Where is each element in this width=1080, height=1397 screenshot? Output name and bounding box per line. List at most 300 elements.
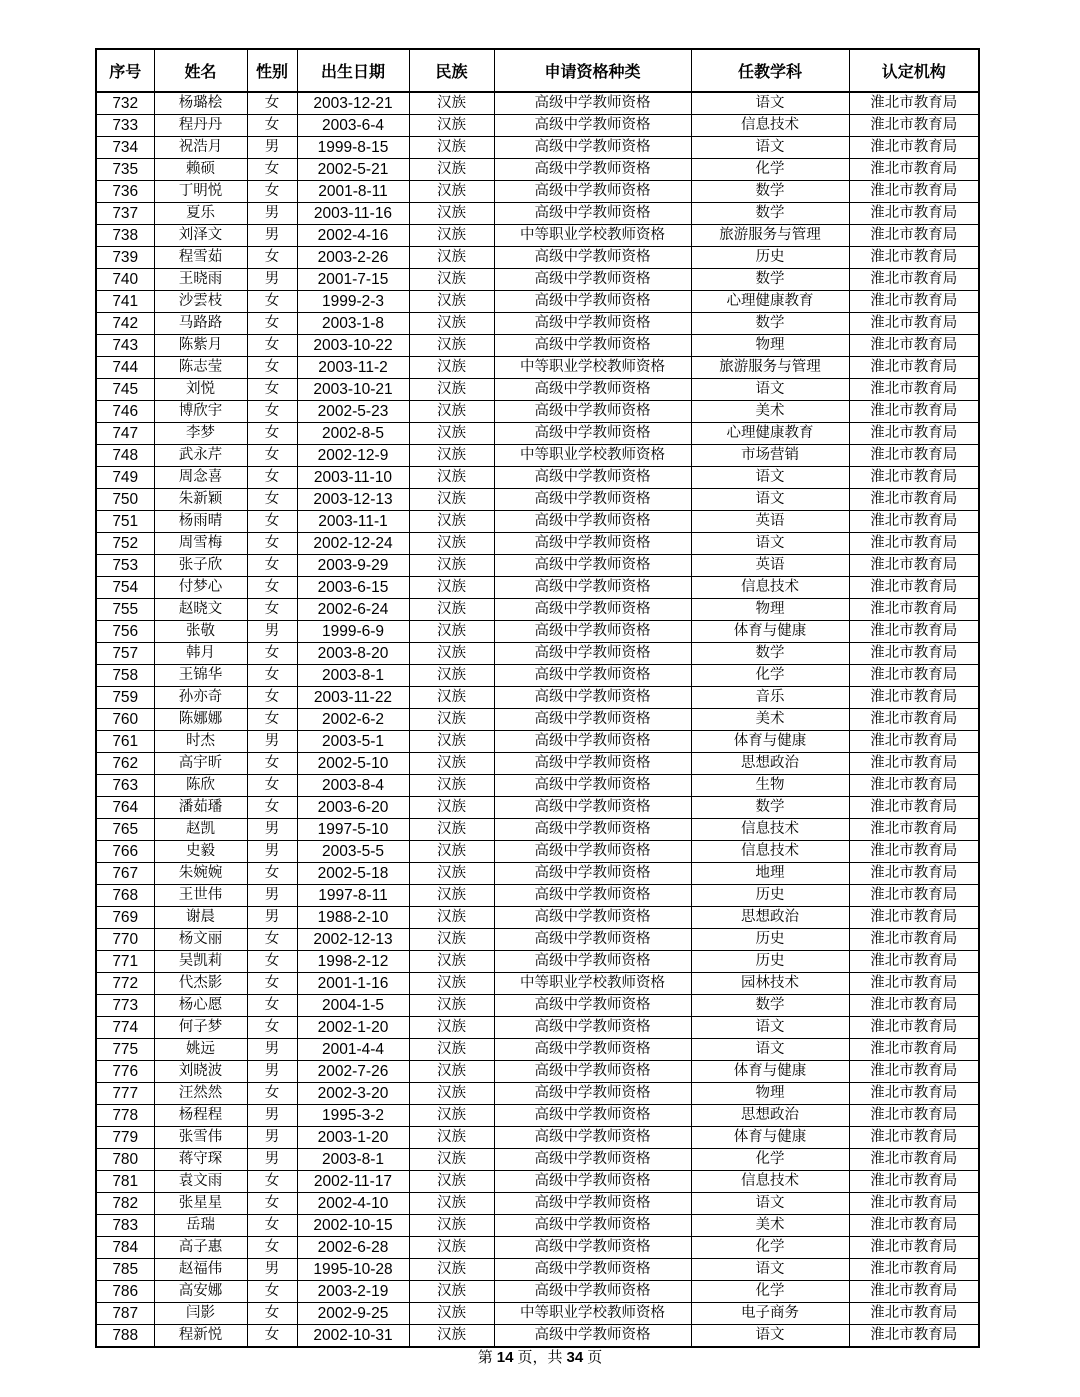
table-row [96,181,979,203]
cell-name: 马路路 [154,313,247,335]
cell-gender: 女 [247,753,297,775]
cell-birth-date: 1999-2-3 [297,291,409,313]
cell-name: 孙亦奇 [154,687,247,709]
cell-birth-date: 2001-4-4 [297,1039,409,1061]
cell-name: 吴凯莉 [154,951,247,973]
header-name: 姓名 [154,49,247,92]
table-row [96,731,979,753]
cell-qualification-type: 高级中学教师资格 [494,1193,691,1215]
cell-authority: 淮北市教育局 [849,423,979,445]
cell-index: 764 [96,797,154,819]
cell-subject: 思想政治 [691,753,849,775]
cell-birth-date: 2002-12-13 [297,929,409,951]
table-row [96,907,979,929]
cell-gender: 女 [247,313,297,335]
cell-index: 740 [96,269,154,291]
cell-authority: 淮北市教育局 [849,1303,979,1325]
cell-name: 张星星 [154,1193,247,1215]
cell-birth-date: 2003-8-4 [297,775,409,797]
cell-ethnicity: 汉族 [409,467,494,489]
cell-authority: 淮北市教育局 [849,269,979,291]
table-row [96,599,979,621]
cell-index: 736 [96,181,154,203]
cell-ethnicity: 汉族 [409,159,494,181]
cell-subject: 历史 [691,885,849,907]
cell-qualification-type: 高级中学教师资格 [494,775,691,797]
table-row [96,1039,979,1061]
cell-qualification-type: 高级中学教师资格 [494,599,691,621]
cell-gender: 男 [247,1105,297,1127]
cell-index: 778 [96,1105,154,1127]
table-row [96,1193,979,1215]
cell-qualification-type: 高级中学教师资格 [494,555,691,577]
cell-subject: 园林技术 [691,973,849,995]
cell-ethnicity: 汉族 [409,1149,494,1171]
cell-birth-date: 1997-5-10 [297,819,409,841]
cell-subject: 语文 [691,489,849,511]
cell-birth-date: 1988-2-10 [297,907,409,929]
cell-index: 758 [96,665,154,687]
table-row [96,379,979,401]
cell-subject: 数学 [691,313,849,335]
cell-qualification-type: 中等职业学校教师资格 [494,1303,691,1325]
cell-authority: 淮北市教育局 [849,335,979,357]
cell-qualification-type: 高级中学教师资格 [494,181,691,203]
cell-authority: 淮北市教育局 [849,467,979,489]
table-row [96,687,979,709]
cell-birth-date: 2002-1-20 [297,1017,409,1039]
cell-qualification-type: 高级中学教师资格 [494,1127,691,1149]
table-row [96,621,979,643]
table-row [96,577,979,599]
cell-authority: 淮北市教育局 [849,1237,979,1259]
cell-ethnicity: 汉族 [409,1259,494,1281]
cell-birth-date: 2002-10-31 [297,1325,409,1348]
cell-index: 759 [96,687,154,709]
cell-authority: 淮北市教育局 [849,1083,979,1105]
cell-birth-date: 2002-12-24 [297,533,409,555]
cell-ethnicity: 汉族 [409,995,494,1017]
table-row [96,973,979,995]
cell-ethnicity: 汉族 [409,203,494,225]
cell-subject: 信息技术 [691,841,849,863]
cell-qualification-type: 高级中学教师资格 [494,269,691,291]
cell-name: 付梦心 [154,577,247,599]
cell-birth-date: 2002-5-23 [297,401,409,423]
cell-index: 766 [96,841,154,863]
cell-name: 蒋守琛 [154,1149,247,1171]
cell-index: 762 [96,753,154,775]
cell-birth-date: 2003-11-1 [297,511,409,533]
cell-ethnicity: 汉族 [409,423,494,445]
cell-authority: 淮北市教育局 [849,973,979,995]
cell-index: 772 [96,973,154,995]
cell-birth-date: 2003-8-20 [297,643,409,665]
cell-birth-date: 2002-12-9 [297,445,409,467]
cell-subject: 语文 [691,1017,849,1039]
page-footer [0,1346,1080,1367]
cell-ethnicity: 汉族 [409,247,494,269]
cell-index: 746 [96,401,154,423]
table-row [96,1127,979,1149]
cell-gender: 女 [247,467,297,489]
cell-birth-date: 2003-11-10 [297,467,409,489]
cell-authority: 淮北市教育局 [849,1127,979,1149]
cell-subject: 数学 [691,995,849,1017]
cell-qualification-type: 高级中学教师资格 [494,753,691,775]
cell-authority: 淮北市教育局 [849,1171,979,1193]
cell-ethnicity: 汉族 [409,489,494,511]
table-row [96,885,979,907]
cell-name: 杨程程 [154,1105,247,1127]
cell-index: 734 [96,137,154,159]
cell-gender: 女 [247,1325,297,1348]
cell-authority: 淮北市教育局 [849,621,979,643]
cell-ethnicity: 汉族 [409,753,494,775]
cell-authority: 淮北市教育局 [849,379,979,401]
cell-subject: 语文 [691,137,849,159]
cell-name: 张雪伟 [154,1127,247,1149]
cell-ethnicity: 汉族 [409,511,494,533]
cell-name: 高子惠 [154,1237,247,1259]
table-row [96,1105,979,1127]
cell-ethnicity: 汉族 [409,951,494,973]
cell-gender: 男 [247,137,297,159]
cell-authority: 淮北市教育局 [849,885,979,907]
cell-birth-date: 2002-5-21 [297,159,409,181]
cell-name: 王世伟 [154,885,247,907]
cell-index: 754 [96,577,154,599]
cell-authority: 淮北市教育局 [849,313,979,335]
cell-gender: 女 [247,973,297,995]
table-row [96,92,979,115]
cell-birth-date: 2003-6-4 [297,115,409,137]
table-row [96,709,979,731]
cell-subject: 英语 [691,555,849,577]
cell-birth-date: 2003-8-1 [297,1149,409,1171]
cell-authority: 淮北市教育局 [849,797,979,819]
cell-name: 程新悦 [154,1325,247,1348]
cell-index: 743 [96,335,154,357]
cell-gender: 男 [247,1127,297,1149]
cell-index: 732 [96,92,154,115]
cell-authority: 淮北市教育局 [849,665,979,687]
cell-gender: 女 [247,995,297,1017]
cell-authority: 淮北市教育局 [849,225,979,247]
cell-gender: 女 [247,401,297,423]
cell-birth-date: 2003-6-20 [297,797,409,819]
cell-subject: 音乐 [691,687,849,709]
table-row [96,467,979,489]
cell-authority: 淮北市教育局 [849,951,979,973]
table-header-row [96,49,979,92]
cell-gender: 女 [247,775,297,797]
cell-qualification-type: 高级中学教师资格 [494,533,691,555]
cell-authority: 淮北市教育局 [849,137,979,159]
table-row [96,1171,979,1193]
cell-birth-date: 2002-3-20 [297,1083,409,1105]
cell-ethnicity: 汉族 [409,181,494,203]
cell-birth-date: 2002-8-5 [297,423,409,445]
cell-authority: 淮北市教育局 [849,753,979,775]
cell-gender: 女 [247,687,297,709]
cell-authority: 淮北市教育局 [849,555,979,577]
cell-birth-date: 2003-12-21 [297,92,409,115]
cell-qualification-type: 高级中学教师资格 [494,1017,691,1039]
cell-birth-date: 2003-9-29 [297,555,409,577]
cell-index: 741 [96,291,154,313]
cell-subject: 美术 [691,401,849,423]
cell-ethnicity: 汉族 [409,1237,494,1259]
table-row [96,665,979,687]
cell-name: 韩月 [154,643,247,665]
cell-subject: 旅游服务与管理 [691,357,849,379]
table-row [96,115,979,137]
cell-birth-date: 2002-7-26 [297,1061,409,1083]
cell-name: 祝浩月 [154,137,247,159]
cell-birth-date: 2003-8-1 [297,665,409,687]
cell-authority: 淮北市教育局 [849,819,979,841]
cell-index: 781 [96,1171,154,1193]
cell-birth-date: 2003-6-15 [297,577,409,599]
cell-name: 夏乐 [154,203,247,225]
cell-subject: 化学 [691,159,849,181]
table-row [96,225,979,247]
cell-gender: 女 [247,555,297,577]
cell-qualification-type: 高级中学教师资格 [494,1325,691,1348]
cell-ethnicity: 汉族 [409,1061,494,1083]
cell-qualification-type: 高级中学教师资格 [494,1149,691,1171]
cell-name: 王锦华 [154,665,247,687]
table-row [96,797,979,819]
cell-name: 博欣宇 [154,401,247,423]
cell-subject: 体育与健康 [691,1061,849,1083]
cell-qualification-type: 高级中学教师资格 [494,335,691,357]
cell-name: 程丹丹 [154,115,247,137]
cell-name: 袁文雨 [154,1171,247,1193]
cell-birth-date: 2002-4-16 [297,225,409,247]
cell-gender: 女 [247,929,297,951]
cell-authority: 淮北市教育局 [849,203,979,225]
cell-subject: 数学 [691,181,849,203]
table-row [96,1303,979,1325]
cell-subject: 电子商务 [691,1303,849,1325]
cell-name: 杨雨晴 [154,511,247,533]
cell-authority: 淮北市教育局 [849,1039,979,1061]
table-row [96,1061,979,1083]
cell-index: 745 [96,379,154,401]
cell-name: 赵凯 [154,819,247,841]
cell-authority: 淮北市教育局 [849,511,979,533]
cell-index: 733 [96,115,154,137]
cell-birth-date: 2002-6-2 [297,709,409,731]
cell-subject: 化学 [691,1149,849,1171]
cell-subject: 语文 [691,379,849,401]
cell-qualification-type: 中等职业学校教师资格 [494,225,691,247]
cell-index: 770 [96,929,154,951]
cell-qualification-type: 中等职业学校教师资格 [494,973,691,995]
cell-gender: 女 [247,115,297,137]
table-row [96,753,979,775]
table-row [96,863,979,885]
cell-authority: 淮北市教育局 [849,1017,979,1039]
cell-authority: 淮北市教育局 [849,863,979,885]
cell-gender: 女 [247,797,297,819]
cell-gender: 女 [247,181,297,203]
cell-gender: 女 [247,533,297,555]
cell-authority: 淮北市教育局 [849,445,979,467]
cell-authority: 淮北市教育局 [849,1215,979,1237]
cell-name: 杨心愿 [154,995,247,1017]
cell-birth-date: 1995-3-2 [297,1105,409,1127]
cell-index: 776 [96,1061,154,1083]
cell-subject: 化学 [691,1237,849,1259]
cell-subject: 地理 [691,863,849,885]
cell-qualification-type: 高级中学教师资格 [494,489,691,511]
table-row [96,1325,979,1348]
cell-index: 756 [96,621,154,643]
table-row [96,1083,979,1105]
cell-index: 767 [96,863,154,885]
cell-qualification-type: 高级中学教师资格 [494,863,691,885]
cell-qualification-type: 高级中学教师资格 [494,137,691,159]
cell-ethnicity: 汉族 [409,819,494,841]
cell-ethnicity: 汉族 [409,1325,494,1348]
cell-gender: 女 [247,357,297,379]
cell-ethnicity: 汉族 [409,973,494,995]
cell-ethnicity: 汉族 [409,1039,494,1061]
table-row [96,313,979,335]
cell-gender: 女 [247,1017,297,1039]
cell-gender: 女 [247,951,297,973]
cell-name: 时杰 [154,731,247,753]
table-row [96,511,979,533]
table-row [96,841,979,863]
cell-ethnicity: 汉族 [409,269,494,291]
table-row [96,533,979,555]
cell-subject: 信息技术 [691,819,849,841]
cell-qualification-type: 高级中学教师资格 [494,951,691,973]
cell-ethnicity: 汉族 [409,1017,494,1039]
cell-name: 陈紫月 [154,335,247,357]
cell-authority: 淮北市教育局 [849,643,979,665]
cell-birth-date: 1999-8-15 [297,137,409,159]
cell-qualification-type: 高级中学教师资格 [494,467,691,489]
cell-subject: 数学 [691,203,849,225]
cell-index: 784 [96,1237,154,1259]
table-row [96,247,979,269]
cell-ethnicity: 汉族 [409,115,494,137]
cell-qualification-type: 高级中学教师资格 [494,819,691,841]
cell-authority: 淮北市教育局 [849,687,979,709]
cell-name: 程雪茹 [154,247,247,269]
cell-authority: 淮北市教育局 [849,1105,979,1127]
cell-ethnicity: 汉族 [409,357,494,379]
cell-index: 761 [96,731,154,753]
cell-gender: 女 [247,511,297,533]
cell-gender: 女 [247,1193,297,1215]
cell-ethnicity: 汉族 [409,1083,494,1105]
cell-authority: 淮北市教育局 [849,489,979,511]
table-row [96,1215,979,1237]
cell-subject: 物理 [691,599,849,621]
cell-name: 谢晨 [154,907,247,929]
cell-qualification-type: 高级中学教师资格 [494,1083,691,1105]
cell-subject: 思想政治 [691,1105,849,1127]
cell-index: 774 [96,1017,154,1039]
cell-ethnicity: 汉族 [409,379,494,401]
cell-authority: 淮北市教育局 [849,159,979,181]
cell-gender: 女 [247,863,297,885]
cell-subject: 心理健康教育 [691,423,849,445]
cell-index: 779 [96,1127,154,1149]
cell-gender: 男 [247,819,297,841]
cell-birth-date: 2003-10-22 [297,335,409,357]
cell-index: 775 [96,1039,154,1061]
table-row [96,269,979,291]
cell-name: 丁明悦 [154,181,247,203]
cell-ethnicity: 汉族 [409,313,494,335]
cell-name: 刘泽文 [154,225,247,247]
cell-birth-date: 1997-8-11 [297,885,409,907]
cell-subject: 化学 [691,1281,849,1303]
cell-index: 786 [96,1281,154,1303]
cell-gender: 女 [247,643,297,665]
cell-gender: 男 [247,907,297,929]
cell-index: 783 [96,1215,154,1237]
footer-page-number: 14 [496,1349,514,1366]
table-row [96,1259,979,1281]
header-birth-date: 出生日期 [297,49,409,92]
cell-birth-date: 2003-11-22 [297,687,409,709]
cell-authority: 淮北市教育局 [849,115,979,137]
cell-index: 752 [96,533,154,555]
cell-gender: 女 [247,1281,297,1303]
cell-authority: 淮北市教育局 [849,1259,979,1281]
cell-qualification-type: 高级中学教师资格 [494,247,691,269]
cell-gender: 女 [247,599,297,621]
cell-birth-date: 1998-2-12 [297,951,409,973]
cell-ethnicity: 汉族 [409,643,494,665]
cell-birth-date: 2004-1-5 [297,995,409,1017]
cell-authority: 淮北市教育局 [849,357,979,379]
cell-gender: 男 [247,1061,297,1083]
cell-authority: 淮北市教育局 [849,247,979,269]
cell-name: 沙雲枝 [154,291,247,313]
table-row [96,159,979,181]
cell-qualification-type: 高级中学教师资格 [494,885,691,907]
header-gender: 性别 [247,49,297,92]
cell-qualification-type: 高级中学教师资格 [494,1237,691,1259]
cell-name: 陈娜娜 [154,709,247,731]
cell-qualification-type: 高级中学教师资格 [494,511,691,533]
footer-middle: 页，共 [517,1348,563,1366]
cell-subject: 语文 [691,467,849,489]
cell-ethnicity: 汉族 [409,775,494,797]
cell-qualification-type: 高级中学教师资格 [494,643,691,665]
cell-name: 闫影 [154,1303,247,1325]
cell-birth-date: 2002-4-10 [297,1193,409,1215]
cell-qualification-type: 高级中学教师资格 [494,665,691,687]
cell-subject: 数学 [691,797,849,819]
cell-gender: 男 [247,731,297,753]
cell-qualification-type: 高级中学教师资格 [494,1061,691,1083]
cell-ethnicity: 汉族 [409,885,494,907]
cell-subject: 思想政治 [691,907,849,929]
cell-subject: 语文 [691,1325,849,1348]
table-row [96,951,979,973]
cell-gender: 女 [247,1171,297,1193]
